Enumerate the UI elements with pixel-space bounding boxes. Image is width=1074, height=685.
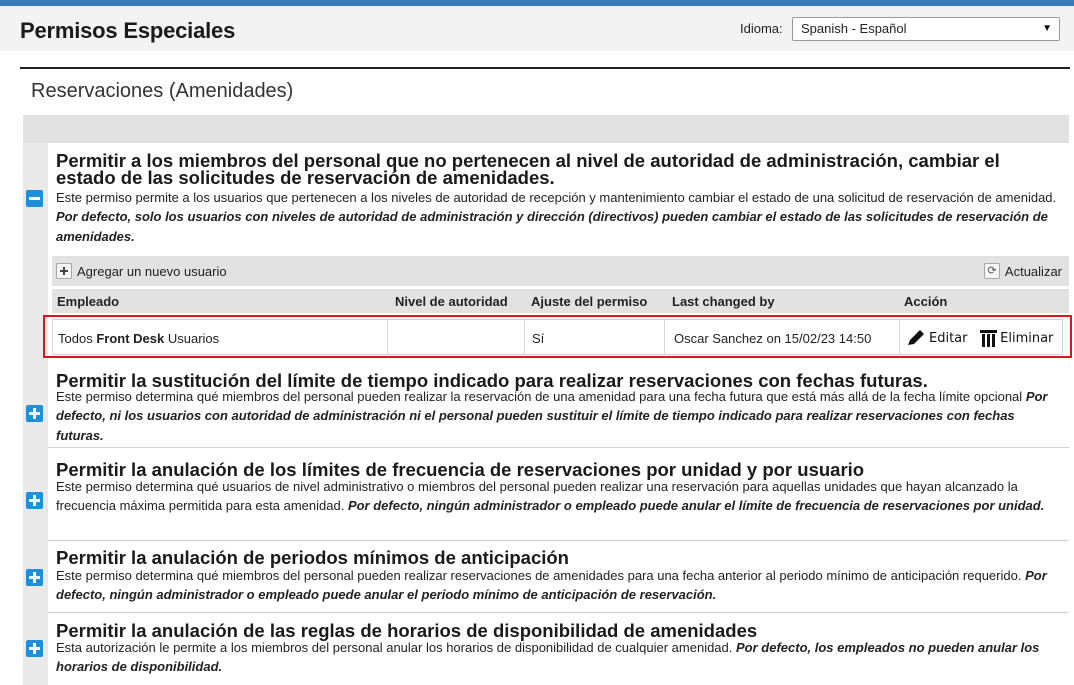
refresh-label: Actualizar [1004, 263, 1062, 279]
refresh-button[interactable] [984, 262, 1062, 280]
permission-default-text: Por defecto, ningún administrador o empleado puede anular el periodo mínimo de anticipación de reservación. [56, 568, 1047, 603]
edit-label: Editar [929, 330, 968, 346]
permission-title: Permitir la anulación de las reglas de horarios de disponibilidad de amenidades [56, 620, 758, 641]
changed-by-cell: Oscar Sanchez on 15/02/23 14:50 [665, 320, 900, 354]
permission-desc-text: Este permiso permite a los usuarios que pertenecen a los niveles de autoridad de recepción y mantenimiento cambiar el estado de una solicitud de reservación de amenidad. [56, 190, 1057, 205]
add-user-label: Agregar un nuevo usuario [77, 263, 227, 279]
permission-item [48, 143, 1069, 256]
permission-description [56, 638, 1061, 677]
permission-desc-text: Esta autorización le permite a los miembros del personal anular los horarios de disponibilidad de cualquier amenidad. [56, 640, 733, 655]
permission-title: Permitir a los miembros del personal que no pertenecen al nivel de autoridad de administración, cambiar el estado de las solicitudes de reservación de amenidades. [56, 150, 1000, 188]
column-header: Last changed by [672, 294, 775, 309]
language-select[interactable] [792, 17, 1060, 41]
permission-default-text: Por defecto, ni los usuarios con autoridad de administración ni el personal pueden sustituir el límite de tiempo indicado para realizar reservaciones con fechas futuras. [56, 389, 1048, 443]
expand-icon[interactable] [26, 492, 43, 509]
permission-desc-text: Este permiso determina qué usuarios de nivel administrativo o miembros del personal pueden realizar una reservación para aquellas unidades que hayan alcanzado la frecuencia máxima permitida para esta amenidad. [56, 479, 1018, 514]
permission-item [48, 448, 1069, 541]
column-header: Ajuste del permiso [531, 294, 648, 309]
add-user-button[interactable] [56, 262, 227, 280]
permission-item [48, 613, 1069, 685]
section-divider [20, 67, 1070, 69]
permission-description [56, 477, 1061, 516]
language-label: Idioma: [740, 21, 783, 36]
permission-description [56, 188, 1061, 246]
permission-desc-text: Este permiso determina qué miembros del personal pueden realizar la reservación de una amenidad para una fecha futura que está más allá de la fecha límite opcional [56, 389, 1023, 404]
employee-group: Front Desk [96, 331, 165, 346]
collapse-icon[interactable] [26, 190, 43, 207]
delete-label: Eliminar [1000, 330, 1054, 346]
permission-item [48, 541, 1069, 613]
section-title: Reservaciones (Amenidades) [31, 80, 294, 102]
permission-default-text: Por defecto, solo los usuarios con niveles de autoridad de administración y dirección (directivos) pueden cambiar el estado de las solicitudes de reservación de amenidades. [56, 209, 1048, 244]
page-header [0, 6, 1074, 51]
section-band [23, 115, 1069, 143]
permission-title: Permitir la anulación de los límites de frecuencia de reservaciones por unidad y por usuario [56, 459, 865, 480]
table-header [52, 289, 1069, 313]
refresh-icon: ⟳ [984, 263, 1000, 279]
permission-item [48, 360, 1069, 448]
permission-default-text: Por defecto, ningún administrador o empleado puede anular el límite de frecuencia de reservaciones por unidad. [347, 498, 1045, 514]
permission-default-text: Por defecto, los empleados no pueden anular los horarios de disponibilidad. [56, 640, 1040, 675]
permission-title: Permitir la sustitución del límite de tiempo indicado para realizar reservaciones con fechas futuras. [56, 370, 928, 391]
setting-cell: Sí [525, 320, 665, 354]
permission-title: Permitir la anulación de periodos mínimos de anticipación [56, 547, 569, 568]
chevron-down-icon: ▼ [1042, 23, 1052, 34]
plus-icon [56, 263, 72, 279]
expand-icon[interactable] [26, 405, 43, 422]
column-header: Nivel de autoridad [395, 294, 508, 309]
permission-description [56, 566, 1061, 605]
employee-prefix: Todos [58, 331, 93, 346]
column-header: Acción [904, 294, 948, 309]
expand-icon[interactable] [26, 640, 43, 657]
column-header: Empleado [57, 294, 120, 309]
language-select-value: Spanish - Español [801, 21, 907, 36]
employee-suffix: Usuarios [167, 331, 220, 346]
permission-description [56, 387, 1061, 445]
highlight-box [43, 315, 1072, 358]
page-title: Permisos Especiales [20, 18, 236, 43]
expand-icon[interactable] [26, 569, 43, 586]
permission-desc-text: Este permiso determina qué miembros del personal pueden realizar reservaciones de amenidades para una fecha anterior al periodo mínimo de anticipación requerido. [56, 568, 1022, 583]
users-toolbar [52, 256, 1069, 286]
